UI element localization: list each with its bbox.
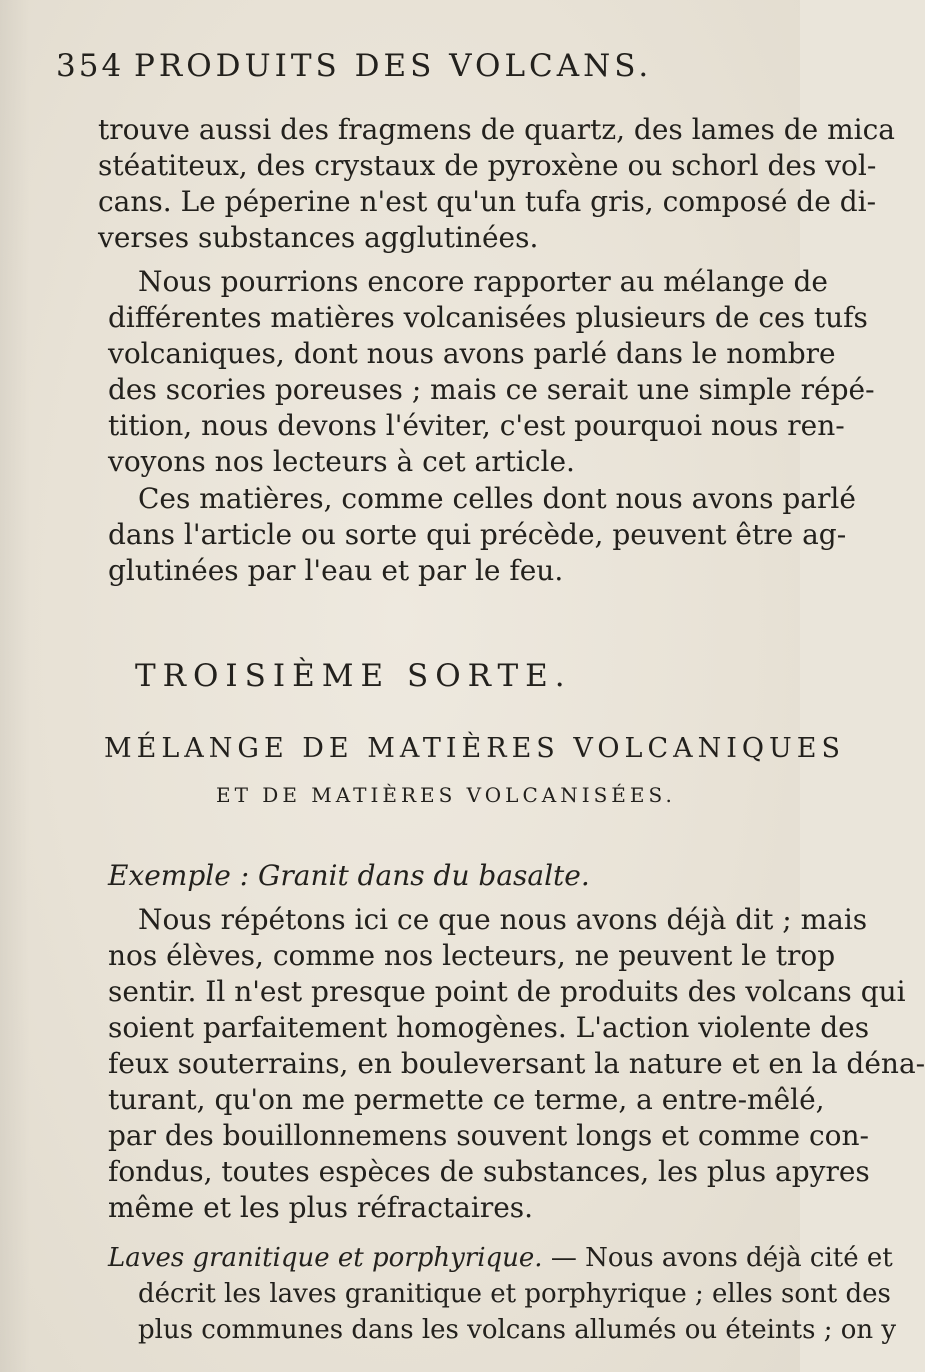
text-line: même et les plus réfractaires. (108, 1191, 534, 1224)
paragraph-repetons (108, 902, 925, 1226)
text-line: plus communes dans les volcans allumés ou éteints ; on y (138, 1315, 897, 1345)
section-subheading: MÉLANGE DE MATIÈRES VOLCANIQUES (104, 733, 846, 764)
text-line: nos élèves, comme nos lecteurs, ne peuvent le trop (108, 939, 836, 972)
text-line: dans l'article ou sorte qui précède, peuvent être ag- (108, 518, 847, 551)
text-line (108, 1240, 893, 1276)
paragraph-matieres (108, 481, 856, 589)
running-head (56, 48, 756, 84)
text-line: turant, qu'on me permette ce terme, a entre-mêlé, (108, 1083, 825, 1116)
example-title: Granit dans du basalte. (258, 859, 590, 892)
example-label: Exemple : (108, 859, 250, 892)
text-line: par des bouillonnemens souvent longs et comme con- (108, 1119, 870, 1152)
page-number: 354 (56, 48, 125, 84)
text-line: verses substances agglutinées. (98, 221, 539, 254)
text-line: sentir. Il n'est presque point de produits des volcans qui (108, 975, 906, 1008)
laves-lead: Laves granitique et porphyrique. (108, 1243, 543, 1273)
text-line: Ces matières, comme celles dont nous avons parlé (138, 482, 856, 515)
paragraph-tufs (108, 264, 875, 480)
text-line: tition, nous devons l'éviter, c'est pourquoi nous ren- (108, 409, 845, 442)
text-line: des scories poreuses ; mais ce serait une simple répé- (108, 373, 875, 406)
text-line: Nous répétons ici ce que nous avons déjà dit ; mais (138, 903, 868, 936)
text-line: feux souterrains, en bouleversant la nature et en la déna- (108, 1047, 925, 1080)
example-line (108, 858, 758, 894)
text-line: volcaniques, dont nous avons parlé dans le nombre (108, 337, 836, 370)
paragraph-laves (108, 1240, 897, 1348)
section-subheading-2: ET DE MATIÈRES VOLCANISÉES. (216, 783, 676, 807)
text-line: cans. Le péperine n'est qu'un tufa gris, composé de di- (98, 185, 877, 218)
text-line: fondus, toutes espèces de substances, les plus apyres (108, 1155, 870, 1188)
laves-lead-rest: — Nous avons déjà cité et (542, 1243, 893, 1273)
text-line: voyons nos lecteurs à cet article. (108, 445, 575, 478)
text-line: trouve aussi des fragmens de quartz, des lames de mica (98, 113, 896, 146)
text-line: stéatiteux, des crystaux de pyroxène ou schorl des vol- (98, 149, 877, 182)
paragraph-continuation (98, 112, 896, 256)
running-title: PRODUITS DES VOLCANS. (134, 48, 653, 84)
page-fold-shadow (0, 0, 30, 1372)
text-line: Nous pourrions encore rapporter au mélange de (138, 265, 828, 298)
text-line: différentes matières volcanisées plusieurs de ces tufs (108, 301, 868, 334)
section-heading: TROISIÈME SORTE. (135, 658, 572, 694)
text-line: glutinées par l'eau et par le feu. (108, 554, 564, 587)
text-line: décrit les laves granitique et porphyrique ; elles sont des (138, 1279, 891, 1309)
text-line: soient parfaitement homogènes. L'action violente des (108, 1011, 870, 1044)
